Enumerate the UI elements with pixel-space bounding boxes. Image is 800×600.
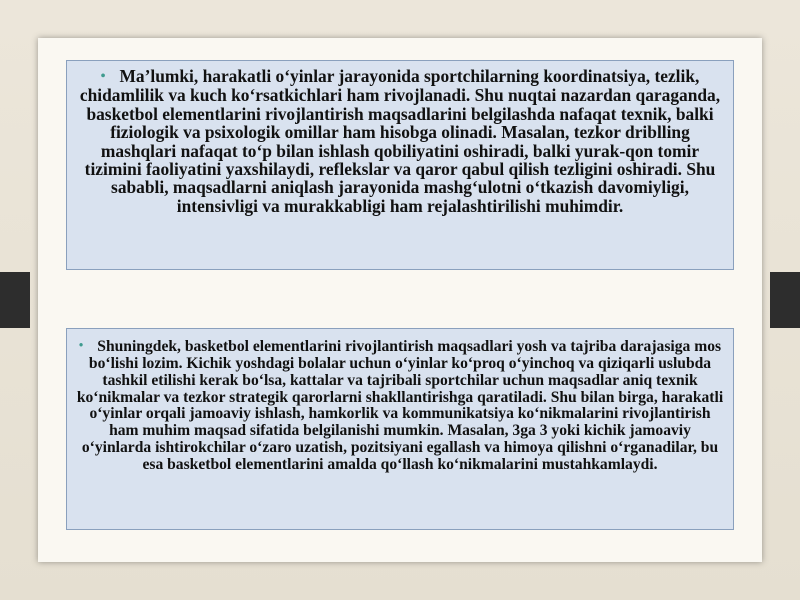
left-decor-bar — [0, 272, 30, 328]
bullet-icon: • — [100, 68, 106, 84]
right-decor-bar — [770, 272, 800, 328]
paragraph-2: Shuningdek, basketbol elementlarini rivojlantirish maqsadlari yosh va tajriba darajasiga mos bo‘lishi lozim. Kichik yoshdagi bolalar uchun o‘yinlar ko‘proq o‘yinchoq va qiziqarli uslubda tashkil etilishi kerak bo‘lsa, kattalar va tajribali sportchilar uchun maqsadlar aniq texnik ko‘nikmalar va tezkor strategik qarorlarni shakllantirishga qaratiladi. Shu bilan birga, harakatli o‘yinlar orqali jamoaviy ishlash, hamkorlik va kommunikatsiya ko‘nikmalarini rivojlantirish ham muhim maqsad sifatida belgilanishi mumkin. Masalan, 3ga 3 yoki kichik jamoaviy o‘yinlarda ishtirokchilar o‘zaro uzatish, pozitsiyani egallash va himoya qilishni o‘rganadilar, bu esa basketbol elementlarini amalda qo‘llash ko‘nikmalarini mustahkamlaydi. — [76, 337, 724, 474]
text-box-2 — [66, 328, 734, 530]
text-box-1 — [66, 60, 734, 270]
paragraph-1: Ma’lumki, harakatli o‘yinlar jarayonida sportchilarning koordinatsiya, tezlik, chidamlilik va kuch ko‘rsatkichlari ham rivojlanadi. Shu nuqtai nazardan qaraganda, basketbol elementlarini rivojlantirish maqsadlarini belgilashda nafaqat texnik, balki fiziologik va psixologik omillar ham hisobga olinadi. Masalan, tezkor driblling mashqlari nafaqat to‘p bilan ishlash qobiliyatini oshiradi, balki yurak-qon tomir tizimini faoliyatini yaxshilaydi, reflekslar va qaror qabul qilish tezligini oshiradi. Shu sababli, maqsadlarni aniqlash jarayonida mashg‘ulotni o‘tkazish davomiyligi, intensivligi va murakkabligi ham rejalashtirilishi muhimdir. — [79, 66, 721, 216]
bullet-icon: • — [78, 338, 84, 352]
